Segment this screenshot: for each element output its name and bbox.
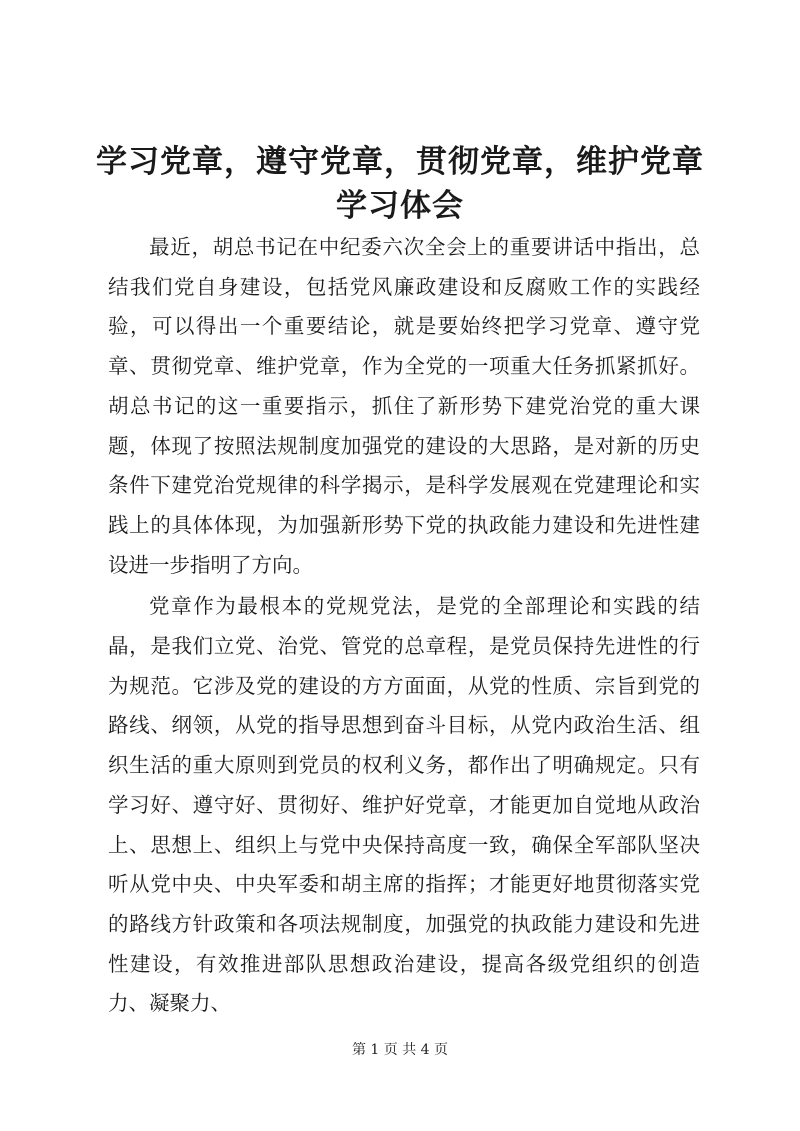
paragraph-1: 最近，胡总书记在中纪委六次全会上的重要讲话中指出，总结我们党自身建设，包括党风廉政建设和反腐败工作的实践经验，可以得出一个重要结论，就是要始终把学习党章、遵守党章、贯彻党章、维护党章，作为全党的一项重大任务抓紧抓好。胡总书记的这一重要指示，抓住了新形势下建党治党的重大课题，体现了按照法规制度加强党的建设的大思路，是对新的历史条件下建党治党规律的科学揭示，是科学发展观在党建理论和实践上的具体体现，为加强新形势下党的执政能力建设和先进性建设进一步指明了方向。 [108, 235, 700, 577]
paragraph-2: 党章作为最根本的党规党法，是党的全部理论和实践的结晶，是我们立党、治党、管党的总章程，是党员保持先进性的行为规范。它涉及党的建设的方方面面，从党的性质、宗旨到党的路线、纲领，从党的指导思想到奋斗目标，从党内政治生活、组织生活的重大原则到党员的权利义务，都作出了明确规定。只有学习好、遵守好、贯彻好、维护好党章，才能更加自觉地从政治上、思想上、组织上与党中央保持高度一致，确保全军部队坚决听从党中央、中央军委和胡主席的指挥；才能更好地贯彻落实党的路线方针政策和各项法规制度，加强党的执政能力建设和先进性建设，有效推进部队思想政治建设，提高各级党组织的创造力、凝聚力、 [108, 594, 700, 1016]
document-body [108, 228, 700, 1026]
document-title: 学习党章，遵守党章，贯彻党章，维护党章学习体会 [96, 144, 704, 224]
page-footer: 第 1 页 共 4 页 [351, 1042, 449, 1058]
